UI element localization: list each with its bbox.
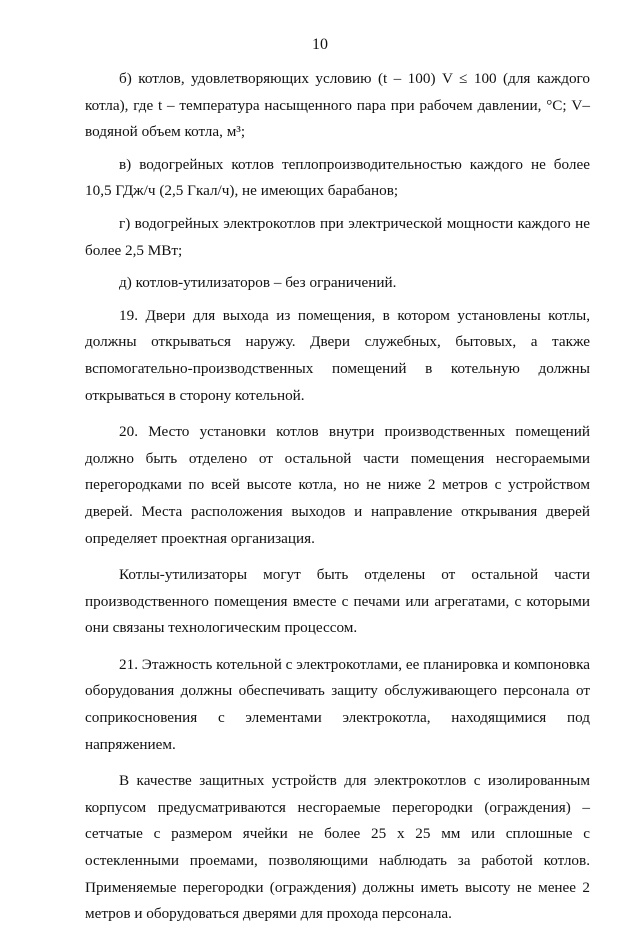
- paragraph-20-continued: Котлы-утилизаторы могут быть отделены от остальной части производственного помещения вместе с печами или агрегатами, с которыми они связаны технологическим процессом.: [85, 566, 590, 637]
- paragraph-20: 20. Место установки котлов внутри производственных помещений должно быть отделено от остальной части помещения несгораемыми перегородками по всей высоте котла, но не ниже 2 метров с устройством дверей. Места расположения выходов и направление открывания дверей определяет проектная организация.: [85, 423, 590, 547]
- paragraph-19: 19. Двери для выхода из помещения, в котором установлены котлы, должны открываться наружу. Двери служебных, бытовых, а также вспомогательно-производственных помещений в котельную должны открываться в сторону котельной.: [85, 306, 590, 404]
- paragraph-v: в) водогрейных котлов теплопроизводительностью каждого не более 10,5 ГДж/ч (2,5 Гкал/ч), не имеющих барабанов;: [85, 155, 590, 200]
- paragraph-21-continued: В качестве защитных устройств для электрокотлов с изолированным корпусом предусматриваются несгораемые перегородки (ограждения) – сетчатые с размером ячейки не более 25 x 25 мм или сплошные с остекленными проемами, позволяющими наблюдать за работой котлов. Применяемые перегородки (ограждения) должны иметь высоту не менее 2 метров и оборудоваться дверями для прохода персонала.: [85, 772, 590, 923]
- paragraph-b: б) котлов, удовлетворяющих условию (t – 100) V ≤ 100 (для каждого котла), где t – температура насыщенного пара при рабочем давлении, °С; V– водяной объем котла, м³;: [85, 70, 590, 141]
- page-number: 10: [312, 36, 328, 53]
- paragraph-d: д) котлов-утилизаторов – без ограничений.: [119, 274, 397, 292]
- document-body: [85, 66, 590, 928]
- paragraph-g: г) водогрейных электрокотлов при электрической мощности каждого не более 2,5 МВт;: [85, 214, 590, 259]
- paragraph-21: 21. Этажность котельной с электрокотлами, ее планировка и компоновка оборудования должны обеспечивать защиту обслуживающего персонала от соприкосновения с элементами электрокотла, находящимися под напряжением.: [85, 655, 590, 753]
